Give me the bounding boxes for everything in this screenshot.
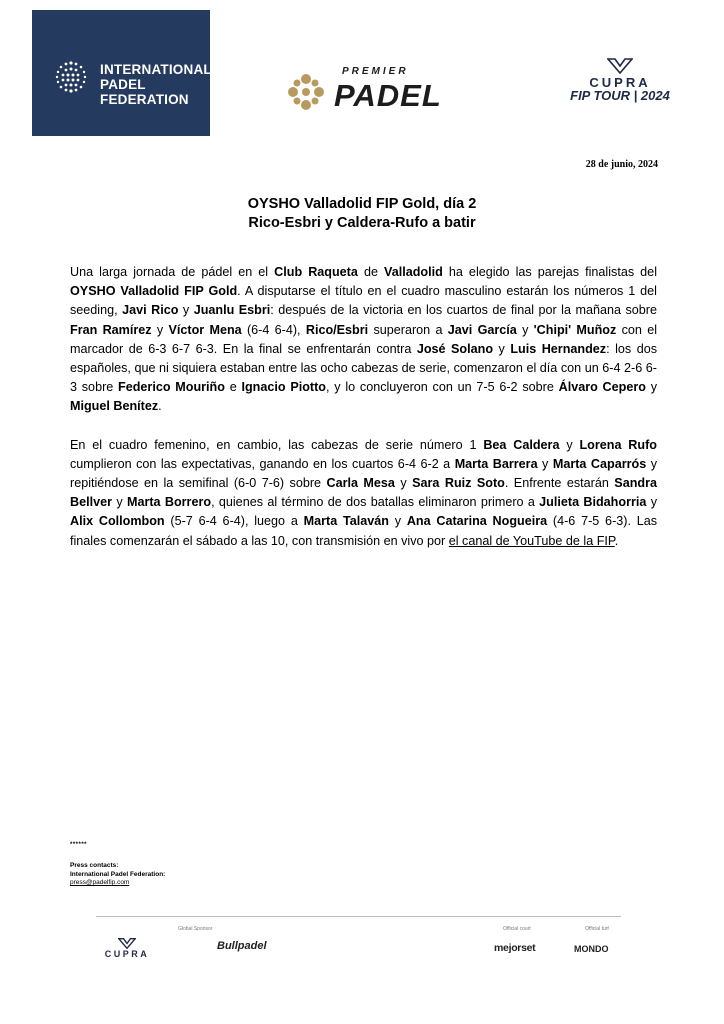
footer-divider [96, 916, 621, 917]
official-court-label: Official court [503, 926, 531, 932]
text-run: y [151, 322, 169, 337]
cupra-emblem-icon [607, 58, 633, 74]
bold-run: Sandra Bellver [70, 476, 657, 510]
ipf-line-2: PADEL [100, 77, 146, 92]
bold-run: Club Raqueta [274, 265, 358, 279]
text-run: y repitiéndose en la semifinal (6-0 7-6) sobre [70, 456, 657, 491]
text-run: con el marcador de 6-3 6-7 6-3. En la final se enfrentarán contra [70, 322, 658, 356]
bold-run: Javi García [447, 322, 517, 337]
text-run: En el cuadro femenino, en cambio, las cabezas de serie número 1 [70, 437, 484, 452]
text-run: y [493, 341, 511, 356]
text-run: (5-7 6-4 6-4), luego a [164, 514, 304, 529]
bold-run: Víctor Mena [168, 322, 242, 337]
title-line-2: Rico-Esbri y Caldera-Rufo a batir [248, 215, 476, 231]
release-date: 28 de junio, 2024 [585, 159, 658, 170]
ipf-line-3: FEDERATION [100, 92, 189, 107]
ipf-logo-block [32, 10, 210, 136]
bold-run: Ana Catarina Nogueira [406, 514, 548, 529]
footer-cupra-logo [96, 938, 158, 959]
text-run: . [158, 399, 162, 414]
bold-run: José Solano [416, 341, 494, 356]
bold-run: Alix Collombon [70, 514, 165, 529]
bold-run: Lorena Rufo [579, 437, 657, 452]
bold-run: Rico/Esbri [305, 322, 369, 337]
text-run: y [388, 514, 407, 529]
separator: ****** [70, 842, 88, 848]
text-run: . [614, 533, 619, 548]
text-run: y [537, 456, 553, 471]
article-body [70, 263, 657, 570]
text-run: y [178, 303, 194, 318]
footer-cupra-word: CUPRA [104, 949, 150, 959]
text-run: : después de la victoria en los cuartos de final por la mañana sobre [270, 303, 657, 318]
footer-mejorset-logo: mejorset [494, 942, 536, 954]
padel-label: PADEL [334, 78, 442, 113]
fip-tour-label: FIP TOUR | 2024 [570, 88, 670, 103]
bold-run: Marta Borrero [126, 495, 212, 510]
ipf-name [100, 62, 212, 107]
footer-bullpadel-logo: Bullpadel [217, 940, 267, 952]
bold-run: Fran Ramírez [70, 322, 152, 337]
footer-cupra-emblem-icon [118, 938, 136, 949]
text-run: (4-6 7-5 6-3). Las finales comenzarán el sábado a las 10, con transmisión en vivo por [70, 514, 658, 548]
text-run: y [645, 380, 658, 395]
contacts-label: Press contacts: [70, 862, 119, 869]
paragraph-men [70, 263, 657, 417]
text-run: . Enfrente estarán [504, 476, 615, 491]
paragraph-women [70, 436, 657, 551]
contacts-email-link[interactable]: press@padelfip.com [70, 879, 130, 886]
bold-run: Luis Hernandez [510, 341, 607, 356]
bold-run: Miguel Benítez [70, 399, 159, 414]
bold-run: Julieta Bidahorria [539, 495, 647, 510]
ipf-line-1: INTERNATIONAL [100, 62, 212, 77]
bold-run: Marta Barrera [454, 456, 538, 471]
bold-run: Federico Mouriño [118, 380, 225, 395]
text-run: Una larga jornada de pádel en el [70, 265, 275, 279]
text-run: y [559, 437, 580, 452]
premier-padel-star-icon [284, 70, 328, 114]
bold-run: Bea Caldera [483, 437, 560, 452]
cupra-word: CUPRA [589, 75, 651, 90]
youtube-channel-link[interactable]: el canal de YouTube de la FIP [448, 533, 615, 548]
text-run: , y lo concluyeron con un 7-5 6-2 sobre [326, 380, 559, 395]
text-run: superaron a [368, 322, 448, 337]
bold-run: Valladolid [384, 265, 443, 279]
bold-run: Javi Rico [122, 303, 179, 318]
bold-run: Carla Mesa [326, 476, 395, 491]
press-title [0, 195, 724, 233]
text-run: y [516, 322, 534, 337]
footer-mondo-logo: MONDO [574, 944, 609, 954]
text-run: e [224, 380, 242, 395]
global-sponsor-label: Global Sponsor [178, 926, 213, 932]
text-run: . A disputarse el título en el cuadro masculino estarán los números 1 del seeding, [70, 284, 657, 318]
title-line-1: OYSHO Valladolid FIP Gold, día 2 [247, 196, 477, 212]
text-run: y [112, 495, 127, 510]
bold-run: Marta Talaván [303, 514, 389, 529]
bold-run: Marta Caparrós [552, 456, 647, 471]
press-contacts [70, 862, 165, 888]
bold-run: Juanlu Esbri [193, 303, 271, 318]
text-run: y [646, 495, 657, 510]
ipf-globe-icon [52, 58, 90, 96]
bold-run: Ignacio Piotto [241, 380, 327, 395]
text-run: de [357, 265, 385, 279]
text-run: y [394, 476, 413, 491]
bold-run: 'Chipi' Muñoz [533, 322, 617, 337]
cupra-fip-tour-logo [570, 58, 670, 118]
text-run: , quienes al término de dos batallas eliminaron primero a [211, 495, 540, 510]
bold-run: OYSHO Valladolid FIP Gold [70, 284, 238, 299]
premier-label: PREMIER [342, 66, 409, 77]
bold-run: Sara Ruiz Soto [412, 476, 505, 491]
bold-run: Álvaro Cepero [558, 380, 646, 395]
text-run: cumplieron con las expectativas, ganando en los cuartos 6-4 6-2 a [70, 456, 455, 471]
official-turf-label: Official turf [585, 926, 609, 932]
contacts-org: International Padel Federation: [70, 870, 166, 878]
text-run: ha elegido las parejas finalistas del [442, 265, 657, 279]
text-run: : los dos españoles, que ni siquiera estaban entre las ocho cabezas de serie, comenzaron el día con un 6-4 2-6 6-3 sobre [70, 341, 657, 395]
text-run: (6-4 6-4), [241, 322, 306, 337]
